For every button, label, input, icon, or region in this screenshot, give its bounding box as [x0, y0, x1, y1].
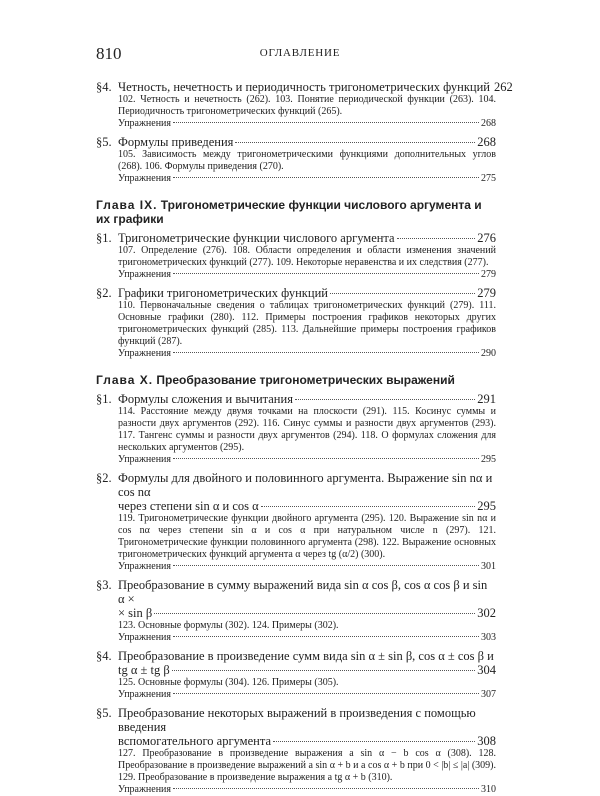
- section-subtopics: 123. Основные формулы (302). 124. Примеры (302).: [118, 620, 339, 631]
- section-subtopics: 110. Первоначальные сведения о таблицах тригонометрических функций (279). 111. Основные графики (280). 112. Примеры построения графиков некоторых других тригонометрических функций (285). 113. Дальнейшие примеры построения графиков функций (287).: [118, 300, 496, 347]
- toc-section: [96, 706, 496, 796]
- section-page: 308: [477, 734, 496, 748]
- section-number: §5.: [96, 135, 112, 149]
- exercises-page: 290: [481, 348, 496, 359]
- toc-section: [96, 80, 513, 130]
- section-heading: Преобразование в сумму выражений вида sin α cos β, cos α cos β и sin α × × sin β 302: [118, 578, 496, 620]
- chapter-label: Глава X.: [96, 373, 154, 387]
- exercises-line: Упражнения 310: [118, 784, 496, 795]
- section-subtopics: 125. Основные формулы (304). 126. Примеры (305).: [118, 677, 339, 688]
- section-subtopics: 102. Четность и нечетность (262). 103. Понятие периодической функции (263). 104. Периодичность тригонометрических функций (265).: [118, 94, 496, 117]
- exercises-line: Упражнения 303: [118, 632, 496, 643]
- section-page: 268: [477, 135, 496, 149]
- exercises-line: Упражнения 307: [118, 689, 496, 700]
- section-page: 302: [477, 606, 496, 620]
- section-number: §1.: [96, 392, 112, 406]
- section-subtopics: 105. Зависимость между тригонометрическими функциями дополнительных углов (268). 106. Формулы приведения (270).: [118, 149, 496, 172]
- exercises-line: Упражнения 268: [118, 118, 496, 129]
- exercises-page: 275: [481, 173, 496, 184]
- section-page: 262: [494, 80, 513, 94]
- exercises-line: Упражнения 301: [118, 561, 496, 572]
- toc-section: [96, 471, 496, 573]
- section-number: §2.: [96, 286, 112, 300]
- toc-section: [96, 392, 496, 466]
- section-heading: Формулы приведения 268: [118, 135, 496, 149]
- exercises-page: 295: [481, 454, 496, 465]
- exercises-line: Упражнения 290: [118, 348, 496, 359]
- exercises-line: Упражнения 275: [118, 173, 496, 184]
- section-heading: Формулы для двойного и половинного аргумента. Выражение sin nα и cos nα через степени sin α и cos α 295: [118, 471, 496, 513]
- section-page: 304: [477, 663, 496, 677]
- section-subtopics: 114. Расстояние между двумя точками на плоскости (291). 115. Косинус суммы и разности двух аргументов (292). 116. Синус суммы и разности двух аргументов (293). 117. Тангенс суммы и разности двух аргументов (294). 118. О формулах сложения для нескольких аргументов (295).: [118, 406, 496, 453]
- section-heading: Четность, нечетность и периодичность тригонометрических функций 262: [118, 80, 513, 94]
- section-subtopics: 127. Преобразование в произведение выражения a sin α − b cos α (308). 128. Преобразование в произведение выражений a sin α + b и a cos α + b при 0 < |b| ≤ |a| (309). 129. Преобразование в произведение выражения a tg α + b (310).: [118, 748, 496, 783]
- page-number: 810: [96, 44, 122, 63]
- section-number: §3.: [96, 578, 112, 592]
- toc-section: [96, 231, 496, 281]
- exercises-line: Упражнения 279: [118, 269, 496, 280]
- section-number: §1.: [96, 231, 112, 245]
- section-page: 276: [477, 231, 496, 245]
- running-title: ОГЛАВЛЕНИЕ: [259, 47, 341, 59]
- section-number: §2.: [96, 471, 112, 485]
- exercises-page: 310: [481, 784, 496, 795]
- section-heading: Преобразование в произведение сумм вида sin α ± sin β, cos α ± cos β и tg α ± tg β 304: [118, 649, 496, 677]
- exercises-line: Упражнения 295: [118, 454, 496, 465]
- section-page: 279: [477, 286, 496, 300]
- exercises-page: 279: [481, 269, 496, 280]
- section-heading: Графики тригонометрических функций 279: [118, 286, 496, 300]
- section-heading: Преобразование некоторых выражений в произведения с помощью введения вспомогательного аргумента 308: [118, 706, 496, 748]
- running-header: [96, 44, 504, 64]
- section-heading: Тригонометрические функции числового аргумента 276: [118, 231, 496, 245]
- chapter-heading: [96, 373, 496, 387]
- table-of-contents: [96, 80, 513, 796]
- exercises-page: 301: [481, 561, 496, 572]
- section-subtopics: 119. Тригонометрические функции двойного аргумента (295). 120. Выражение sin nα и cos nα через степени sin α и cos α при натуральном числе n (297). 121. Тригонометрические функции половинного аргумента (298). 122. Выражение основных тригонометрических функций аргумента α через tg (α/2) (300).: [118, 513, 496, 560]
- chapter-title: Тригонометрические функции числового аргумента и их графики: [96, 198, 482, 226]
- toc-section: [96, 135, 496, 185]
- section-number: §4.: [96, 80, 112, 94]
- exercises-page: 307: [481, 689, 496, 700]
- section-page: 295: [477, 499, 496, 513]
- section-subtopics: 107. Определение (276). 108. Области определения и области изменения значений тригонометрических функций (277). 109. Некоторые неравенства и их следствия (277).: [118, 245, 496, 268]
- exercises-page: 303: [481, 632, 496, 643]
- exercises-page: 268: [481, 118, 496, 129]
- toc-section: [96, 578, 496, 644]
- chapter-heading: [96, 198, 496, 226]
- section-number: §4.: [96, 649, 112, 663]
- section-heading: Формулы сложения и вычитания 291: [118, 392, 496, 406]
- section-number: §5.: [96, 706, 112, 720]
- chapter-label: Глава IX.: [96, 198, 158, 212]
- section-page: 291: [477, 392, 496, 406]
- toc-section: [96, 286, 496, 360]
- toc-section: [96, 649, 496, 701]
- chapter-title: Преобразование тригонометрических выражений: [156, 373, 455, 387]
